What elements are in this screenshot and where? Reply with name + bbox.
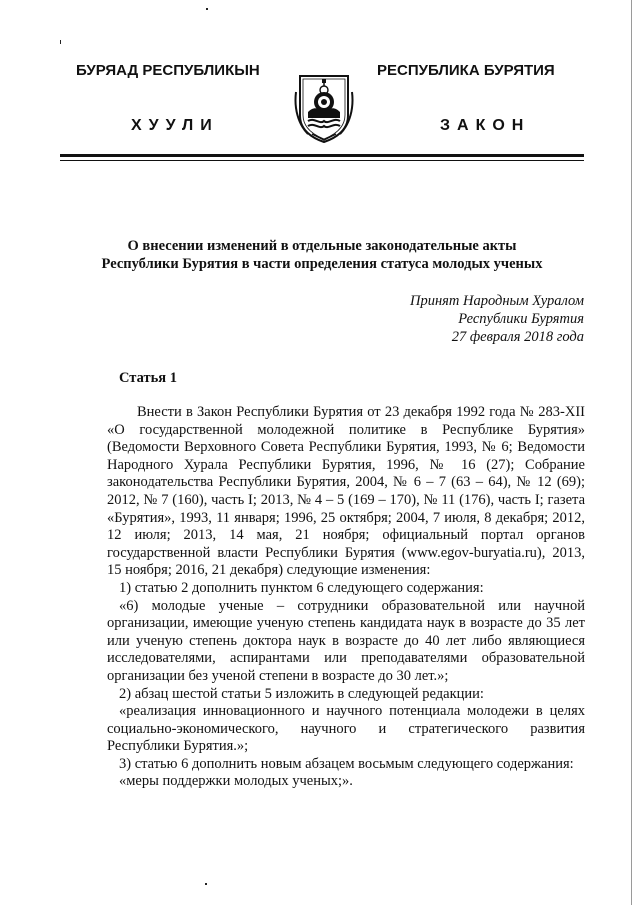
page-edge bbox=[631, 0, 632, 905]
amendment-item-1: 1) статью 2 дополнить пунктом 6 следующего содержания: bbox=[119, 579, 484, 596]
header-divider-thin bbox=[60, 160, 584, 161]
scan-speck bbox=[206, 8, 208, 10]
amendment-item-3-text: «меры поддержки молодых ученых;». bbox=[119, 773, 353, 790]
amendment-item-2-text: «реализация инновационного и научного потенциала молодежи в целях социально-экономического, научного и стратегического развития Республики Бурятия.»; bbox=[107, 703, 585, 755]
adoption-line: Республики Бурятия bbox=[458, 311, 584, 327]
header-divider-thick bbox=[60, 154, 584, 157]
header-left-bottom: ХУУЛИ bbox=[131, 117, 219, 134]
adoption-note bbox=[410, 292, 584, 346]
article-title: Статья 1 bbox=[119, 370, 177, 386]
adoption-date: 27 февраля 2018 года bbox=[451, 329, 584, 345]
header-left-top: БУРЯАД РЕСПУБЛИКЫН bbox=[76, 62, 260, 79]
scan-speck bbox=[60, 40, 61, 44]
amendment-item-1-text: «6) молодые ученые – сотрудники образовательной или научной организации, имеющие ученую степень кандидата наук в возрасте до 35 лет или ученую степень доктора наук в возрасте до 40 лет либо являющиеся исследователями, аспирантами или преподавателями образовательной организации без ученой степени в возрасте до 30 лет.»; bbox=[107, 597, 585, 684]
article-body bbox=[107, 404, 585, 791]
law-title-line: О внесении изменений в отдельные законодательные акты bbox=[127, 238, 517, 254]
amendment-item-2: 2) абзац шестой статьи 5 изложить в следующей редакции: bbox=[119, 685, 484, 702]
law-title-line: Республики Бурятия в части определения статуса молодых ученых bbox=[101, 256, 543, 272]
buryatia-emblem-icon bbox=[294, 68, 354, 144]
header-right-top: РЕСПУБЛИКА БУРЯТИЯ bbox=[377, 62, 555, 79]
amendment-item-3: 3) статью 6 дополнить новым абзацем восьмым следующего содержания: bbox=[119, 755, 574, 772]
header-right-bottom: ЗАКОН bbox=[440, 117, 531, 134]
law-title bbox=[60, 237, 584, 273]
scan-speck bbox=[205, 883, 207, 885]
adoption-line: Принят Народным Хуралом bbox=[409, 293, 584, 309]
article-intro: Внести в Закон Республики Бурятия от 23 декабря 1992 года № 283-XII «О государственной молодежной политике в Республике Бурятия» (Ведомости Верховного Совета Республики Бурятия, 1993, № 6; Ведомости Народного Хурала Республики Бурятия, 1996, № 16 (27); Собрание законодательства Республики Бурятия, 2004, № 6 – 7 (63 – 64), № 12 (69); 2012, № 7 (160), часть I; 2013, № 4 – 5 (169 – 170), № 11 (176), часть I; газета «Бурятия», 1993, 11 января; 1996, 25 октября; 2004, 7 июля, 8 декабря; 2012, 12 июля; 2013, 14 мая, 21 ноября; официальный портал органов государственной власти Республики Бурятия (www.egov-buryatia.ru), 2013, 15 ноября; 2016, 21 декабря) следующие изменения: bbox=[107, 404, 585, 579]
